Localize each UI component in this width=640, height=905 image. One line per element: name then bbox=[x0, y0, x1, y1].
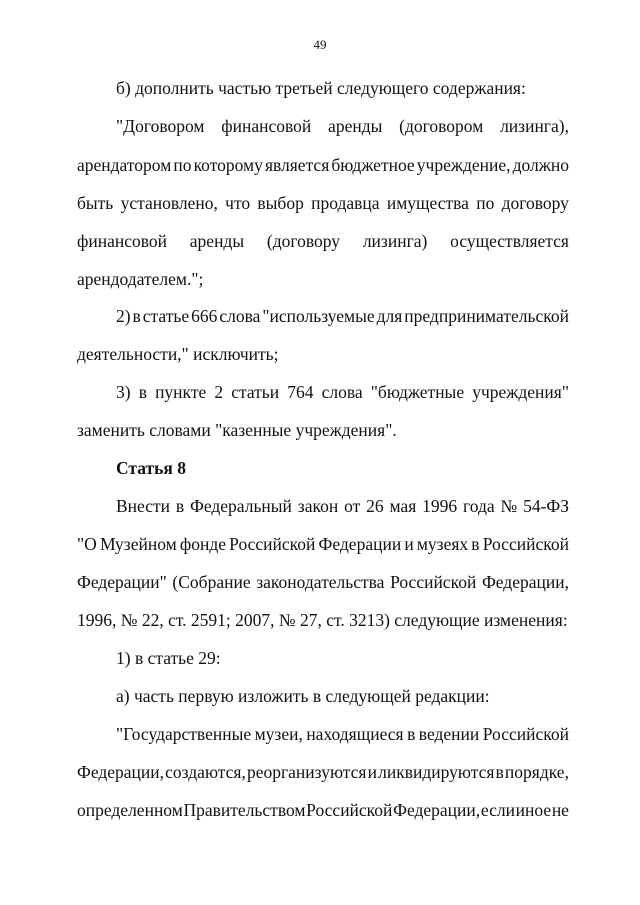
word: закон bbox=[297, 496, 339, 516]
paragraph-line: арендодателем."; bbox=[77, 269, 204, 289]
paragraph-line: 1996, № 22, ст. 2591; 2007, № 27, ст. 3213) следующие изменения: bbox=[77, 610, 568, 630]
word: в bbox=[175, 496, 185, 516]
word: в bbox=[407, 724, 416, 744]
word: договору bbox=[501, 193, 569, 213]
word: если bbox=[480, 800, 515, 820]
word: и bbox=[367, 762, 377, 782]
word: для bbox=[376, 306, 403, 326]
paragraph-line: 1) в статье 29: bbox=[116, 648, 221, 668]
word: ликвидируются bbox=[378, 762, 495, 782]
word: в bbox=[495, 762, 504, 782]
word: арендатором bbox=[77, 155, 172, 175]
word: учреждение, bbox=[416, 155, 511, 175]
word: 54-ФЗ bbox=[523, 496, 569, 516]
paragraph-line: б) дополнить частью третьей следующего содержания: bbox=[116, 78, 526, 98]
word: бюджетное bbox=[331, 155, 415, 175]
word: реорганизуются bbox=[246, 762, 367, 782]
word: музеях bbox=[416, 534, 469, 554]
word: мая bbox=[389, 496, 417, 516]
word: "бюджетные bbox=[370, 382, 465, 402]
word: Федеральный bbox=[190, 496, 292, 516]
word: Российской bbox=[229, 534, 316, 554]
paragraph-line bbox=[0, 155, 640, 175]
word: слова bbox=[321, 382, 363, 402]
word: Федерации, bbox=[481, 572, 569, 592]
word: аренды bbox=[189, 231, 245, 251]
word: ведении bbox=[418, 724, 480, 744]
word: Федерации bbox=[318, 534, 402, 554]
word: определенном bbox=[77, 800, 183, 820]
word: (договором bbox=[399, 116, 484, 136]
word: учреждения" bbox=[472, 382, 569, 402]
word: (Собрание bbox=[172, 572, 251, 592]
word: имущества bbox=[386, 193, 469, 213]
word: от bbox=[344, 496, 361, 516]
paragraph-line bbox=[0, 800, 640, 820]
word: пункте bbox=[155, 382, 207, 402]
word: Российской bbox=[482, 724, 569, 744]
word: финансовой bbox=[221, 116, 312, 136]
word: находящиеся bbox=[306, 724, 404, 744]
word: 3) bbox=[116, 382, 131, 402]
word: слова bbox=[219, 306, 261, 326]
paragraph-line: деятельности," исключить; bbox=[77, 344, 279, 364]
paragraph-line: заменить словами "казенные учреждения". bbox=[77, 420, 397, 440]
word: фонде bbox=[179, 534, 226, 554]
word: Российской bbox=[390, 572, 477, 592]
word: 1996 bbox=[422, 496, 458, 516]
page-number: 49 bbox=[313, 37, 327, 52]
word: 2) bbox=[116, 306, 131, 326]
word: предпринимательской bbox=[404, 306, 569, 326]
paragraph-line bbox=[0, 496, 640, 516]
word: иное bbox=[515, 800, 552, 820]
word: должно bbox=[512, 155, 569, 175]
word: быть bbox=[77, 193, 114, 213]
word: 666 bbox=[191, 306, 218, 326]
word: Федерации, bbox=[393, 800, 481, 820]
word: является bbox=[264, 155, 330, 175]
word: законодательства bbox=[256, 572, 385, 592]
word: в bbox=[138, 382, 147, 402]
paragraph-line bbox=[0, 382, 640, 402]
word: 26 bbox=[366, 496, 384, 516]
word: финансовой bbox=[77, 231, 167, 251]
word: что bbox=[225, 193, 251, 213]
word: "О bbox=[77, 534, 97, 554]
paragraph-line bbox=[0, 231, 640, 251]
word: Российской bbox=[482, 534, 569, 554]
word: осуществляется bbox=[450, 231, 569, 251]
word: музеи, bbox=[254, 724, 303, 744]
word: которому bbox=[193, 155, 263, 175]
word: выбор bbox=[257, 193, 304, 213]
paragraph-line bbox=[0, 306, 640, 326]
word: статье bbox=[142, 306, 190, 326]
word: Музейном bbox=[99, 534, 177, 554]
paragraph-line bbox=[0, 534, 640, 554]
word: и bbox=[404, 534, 414, 554]
paragraph-line: а) часть первую изложить в следующей редакции: bbox=[116, 686, 490, 706]
paragraph-line bbox=[0, 762, 640, 782]
word: Внести bbox=[116, 496, 171, 516]
paragraph-line bbox=[0, 193, 640, 213]
word: аренды bbox=[328, 116, 383, 136]
word: создаются, bbox=[165, 762, 246, 782]
word: статьи bbox=[231, 382, 280, 402]
word: Правительством bbox=[183, 800, 306, 820]
paragraph-line bbox=[0, 724, 640, 744]
word: года bbox=[462, 496, 495, 516]
word: порядке, bbox=[504, 762, 569, 782]
word: лизинга), bbox=[500, 116, 569, 136]
word: в bbox=[471, 534, 480, 554]
word: "используемые bbox=[262, 306, 375, 326]
word: установлено, bbox=[120, 193, 218, 213]
word: "Государственные bbox=[116, 724, 252, 744]
word: 2 bbox=[214, 382, 224, 402]
word: лизинга) bbox=[362, 231, 428, 251]
word: № bbox=[500, 496, 518, 516]
word: в bbox=[132, 306, 141, 326]
word: "Договором bbox=[116, 116, 205, 136]
article-heading: Статья 8 bbox=[116, 458, 186, 478]
word: по bbox=[173, 155, 192, 175]
word: Российской bbox=[306, 800, 393, 820]
word: 764 bbox=[287, 382, 314, 402]
word: Федерации, bbox=[77, 762, 165, 782]
word: Федерации" bbox=[77, 572, 167, 592]
word: не bbox=[551, 800, 569, 820]
paragraph-line bbox=[0, 116, 640, 136]
word: по bbox=[476, 193, 495, 213]
word: продавца bbox=[311, 193, 380, 213]
word: (договору bbox=[266, 231, 341, 251]
paragraph-line bbox=[0, 572, 640, 592]
